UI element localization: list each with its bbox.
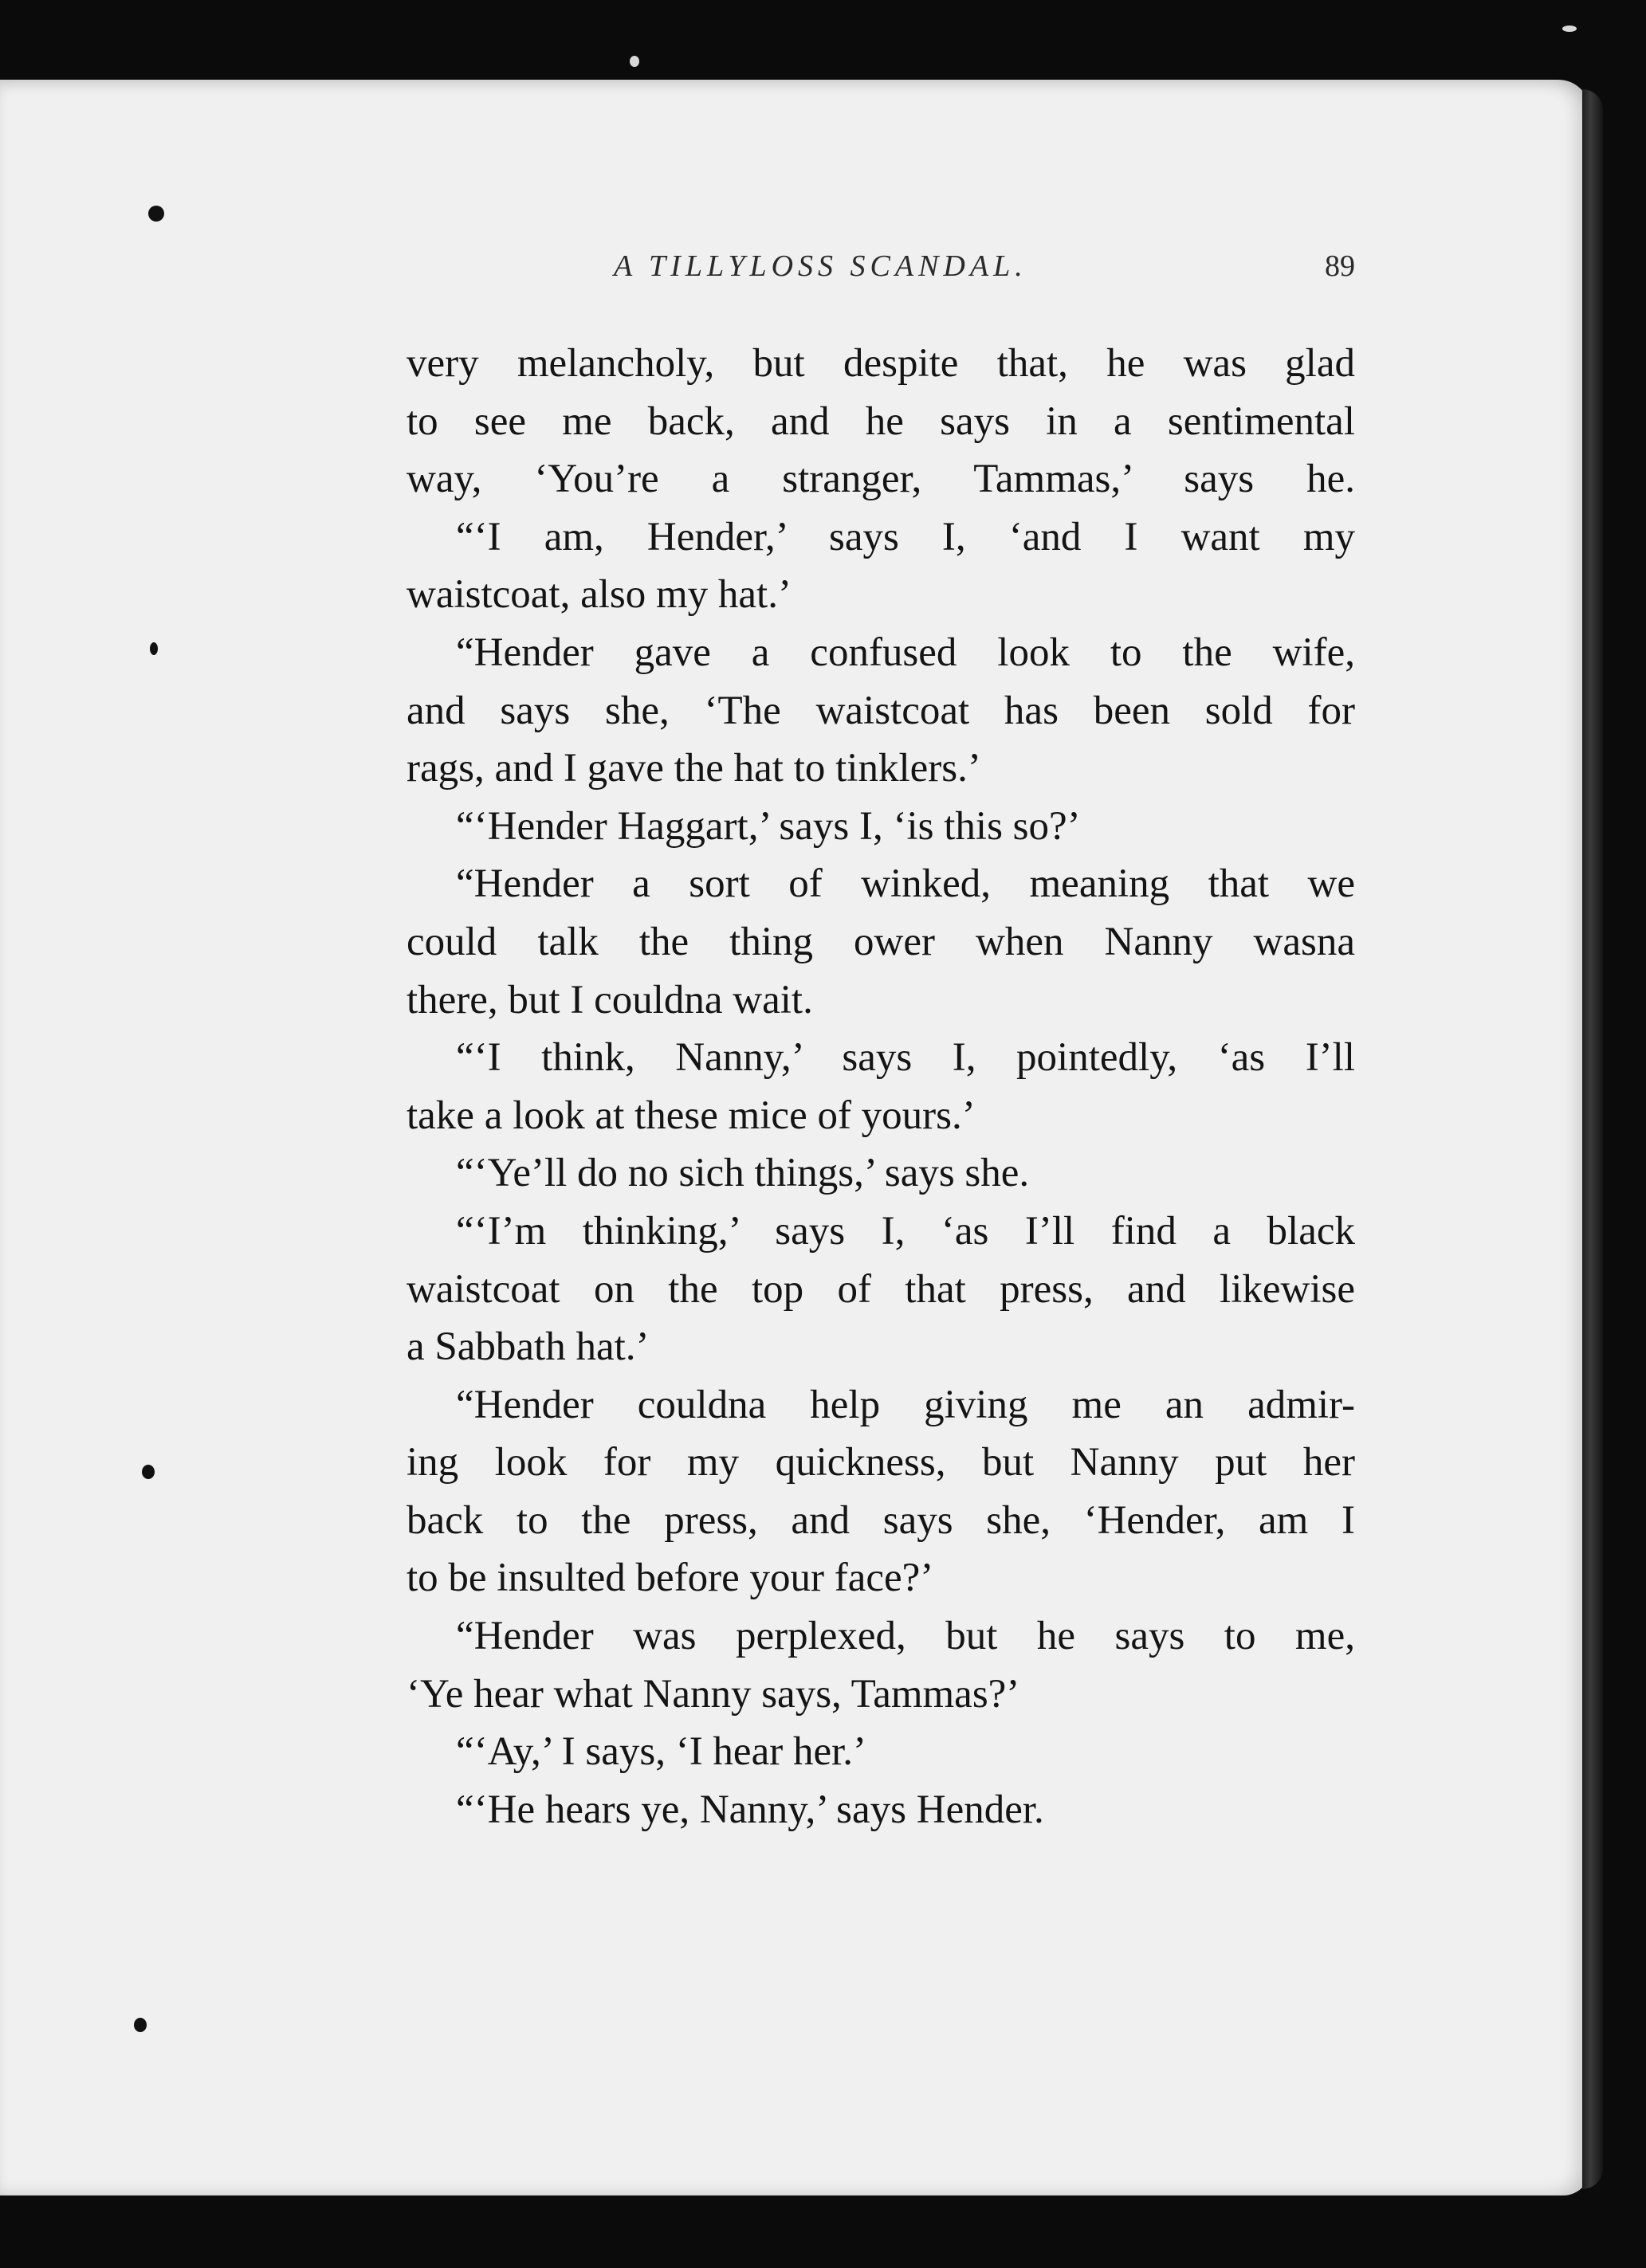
running-title: A TILLYLOSS SCANDAL. xyxy=(614,249,1027,283)
text-line: very melancholy, but despite that, he was glad xyxy=(407,341,1355,386)
text-line: “Hender a sort of winked, meaning that we xyxy=(456,861,1355,907)
text-line: waistcoat on the top of that press, and likewise xyxy=(407,1266,1355,1312)
text-line: “Hender couldna help giving me an admir- xyxy=(456,1382,1355,1427)
text-line: “Hender gave a confused look to the wife, xyxy=(456,630,1355,675)
text-line: “‘Hender Haggart,’ says I, ‘is this so?’ xyxy=(456,803,1081,849)
scan-speck xyxy=(630,56,639,67)
text-line: “‘Ay,’ I says, ‘I hear her.’ xyxy=(456,1729,866,1775)
text-line: waistcoat, also my hat.’ xyxy=(407,572,792,618)
text-line: back to the press, and says she, ‘Hender, am I xyxy=(407,1497,1355,1543)
text-line: “‘Ye’ll do no sich things,’ says she. xyxy=(456,1151,1030,1196)
margin-mark xyxy=(134,2018,147,2032)
body-text xyxy=(407,335,1355,1838)
text-line: could talk the thing ower when Nanny wasna xyxy=(407,919,1355,964)
page-edge xyxy=(1582,89,1603,2189)
margin-mark xyxy=(150,642,158,655)
text-line: take a look at these mice of yours.’ xyxy=(407,1093,976,1138)
text-line: a Sabbath hat.’ xyxy=(407,1324,650,1370)
page-number: 89 xyxy=(1325,249,1355,283)
text-line: to be insulted before your face?’ xyxy=(407,1556,934,1601)
text-line: “‘I think, Nanny,’ says I, pointedly, ‘as I’ll xyxy=(456,1035,1355,1081)
margin-mark xyxy=(148,206,164,222)
text-line: way, ‘You’re a stranger, Tammas,’ says he. xyxy=(407,457,1355,502)
text-line: to see me back, and he says in a sentimental xyxy=(407,398,1355,444)
text-line: “Hender was perplexed, but he says to me, xyxy=(456,1614,1355,1659)
text-line: “‘I’m thinking,’ says I, ‘as I’ll find a black xyxy=(456,1208,1355,1254)
text-line: rags, and I gave the hat to tinklers.’ xyxy=(407,746,981,791)
text-line: ing look for my quickness, but Nanny put her xyxy=(407,1440,1355,1485)
text-line: “‘I am, Hender,’ says I, ‘and I want my xyxy=(456,514,1355,559)
margin-mark xyxy=(142,1465,155,1479)
scan-speck xyxy=(1562,26,1577,32)
page-header xyxy=(407,249,1355,296)
text-line: “‘He hears ye, Nanny,’ says Hender. xyxy=(456,1787,1044,1832)
text-line: ‘Ye hear what Nanny says, Tammas?’ xyxy=(407,1671,1020,1717)
text-line: there, but I couldna wait. xyxy=(407,977,813,1022)
text-line: and says she, ‘The waistcoat has been sold for xyxy=(407,688,1355,733)
